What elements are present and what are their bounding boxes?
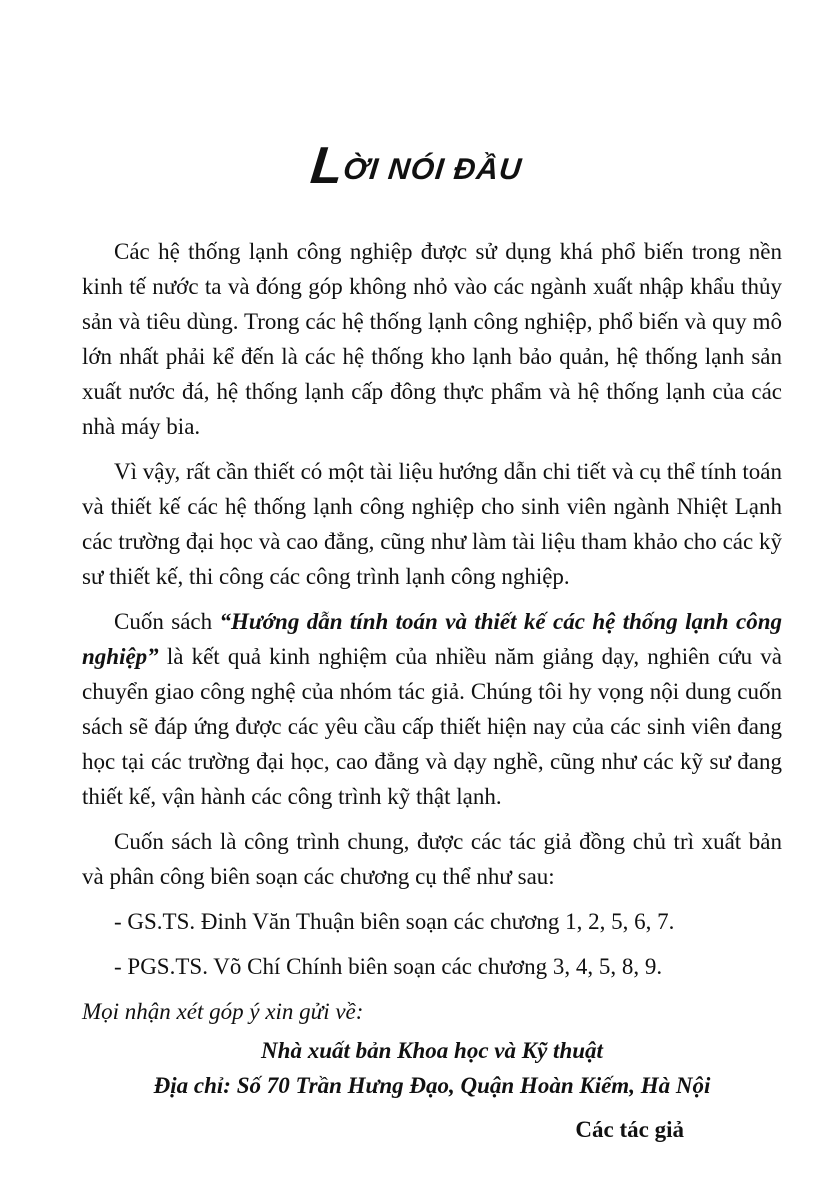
paragraph-4: Cuốn sách là công trình chung, được các tác giả đồng chủ trì xuất bản và phân công biên soạn các chương cụ thể như sau: xyxy=(82,829,782,889)
author-line-2: - PGS.TS. Võ Chí Chính biên soạn các chương 3, 4, 5, 8, 9. xyxy=(114,954,663,979)
book-title: “Hướng dẫn tính toán và thiết kế các hệ thống lạnh công nghiệp” xyxy=(82,609,782,669)
publisher-name: Nhà xuất bản Khoa học và Kỹ thuật xyxy=(261,1038,603,1063)
page-title xyxy=(308,136,526,196)
contact-prompt: Mọi nhận xét góp ý xin gửi về: xyxy=(82,999,364,1024)
signature: Các tác giả xyxy=(575,1117,684,1142)
title-rest: ỜI NÓI ĐẦU xyxy=(342,153,524,186)
paragraph-2: Vì vậy, rất cần thiết có một tài liệu hướng dẫn chi tiết và cụ thể tính toán và thiết kế các hệ thống lạnh công nghiệp cho sinh viên ngành Nhiệt Lạnh các trường đại học và cao đẳng, cũng như làm tài liệu tham khảo cho các kỹ sư thiết kế, thi công các công trình lạnh công nghiệp. xyxy=(82,459,782,589)
title-capital: L xyxy=(308,137,348,195)
paragraph-3-rest: là kết quả kinh nghiệm của nhiều năm giảng dạy, nghiên cứu và chuyển giao công nghệ của nhóm tác giả. Chúng tôi hy vọng nội dung cuốn sách sẽ đáp ứng được các yêu cầu cấp thiết hiện nay của các sinh viên đang học tại các trường đại học, cao đẳng và dạy nghề, cũng như các kỹ sư đang thiết kế, vận hành các công trình kỹ thật lạnh. xyxy=(82,644,782,809)
title-block xyxy=(0,136,834,196)
paragraph-1: Các hệ thống lạnh công nghiệp được sử dụng khá phổ biến trong nền kinh tế nước ta và đóng góp không nhỏ vào các ngành xuất nhập khẩu thủy sản và tiêu dùng. Trong các hệ thống lạnh công nghiệp, phổ biến và quy mô lớn nhất phải kể đến là các hệ thống kho lạnh bảo quản, hệ thống lạnh sản xuất nước đá, hệ thống lạnh cấp đông thực phẩm và hệ thống lạnh của các nhà máy bia. xyxy=(82,239,782,439)
publisher-address: Địa chỉ: Số 70 Trần Hưng Đạo, Quận Hoàn Kiếm, Hà Nội xyxy=(153,1073,711,1098)
paragraph-3 xyxy=(82,604,782,814)
author-line-1: - GS.TS. Đinh Văn Thuận biên soạn các chương 1, 2, 5, 6, 7. xyxy=(114,909,675,934)
body-text xyxy=(82,234,782,1103)
paragraph-3-lead: Cuốn sách xyxy=(114,609,220,634)
